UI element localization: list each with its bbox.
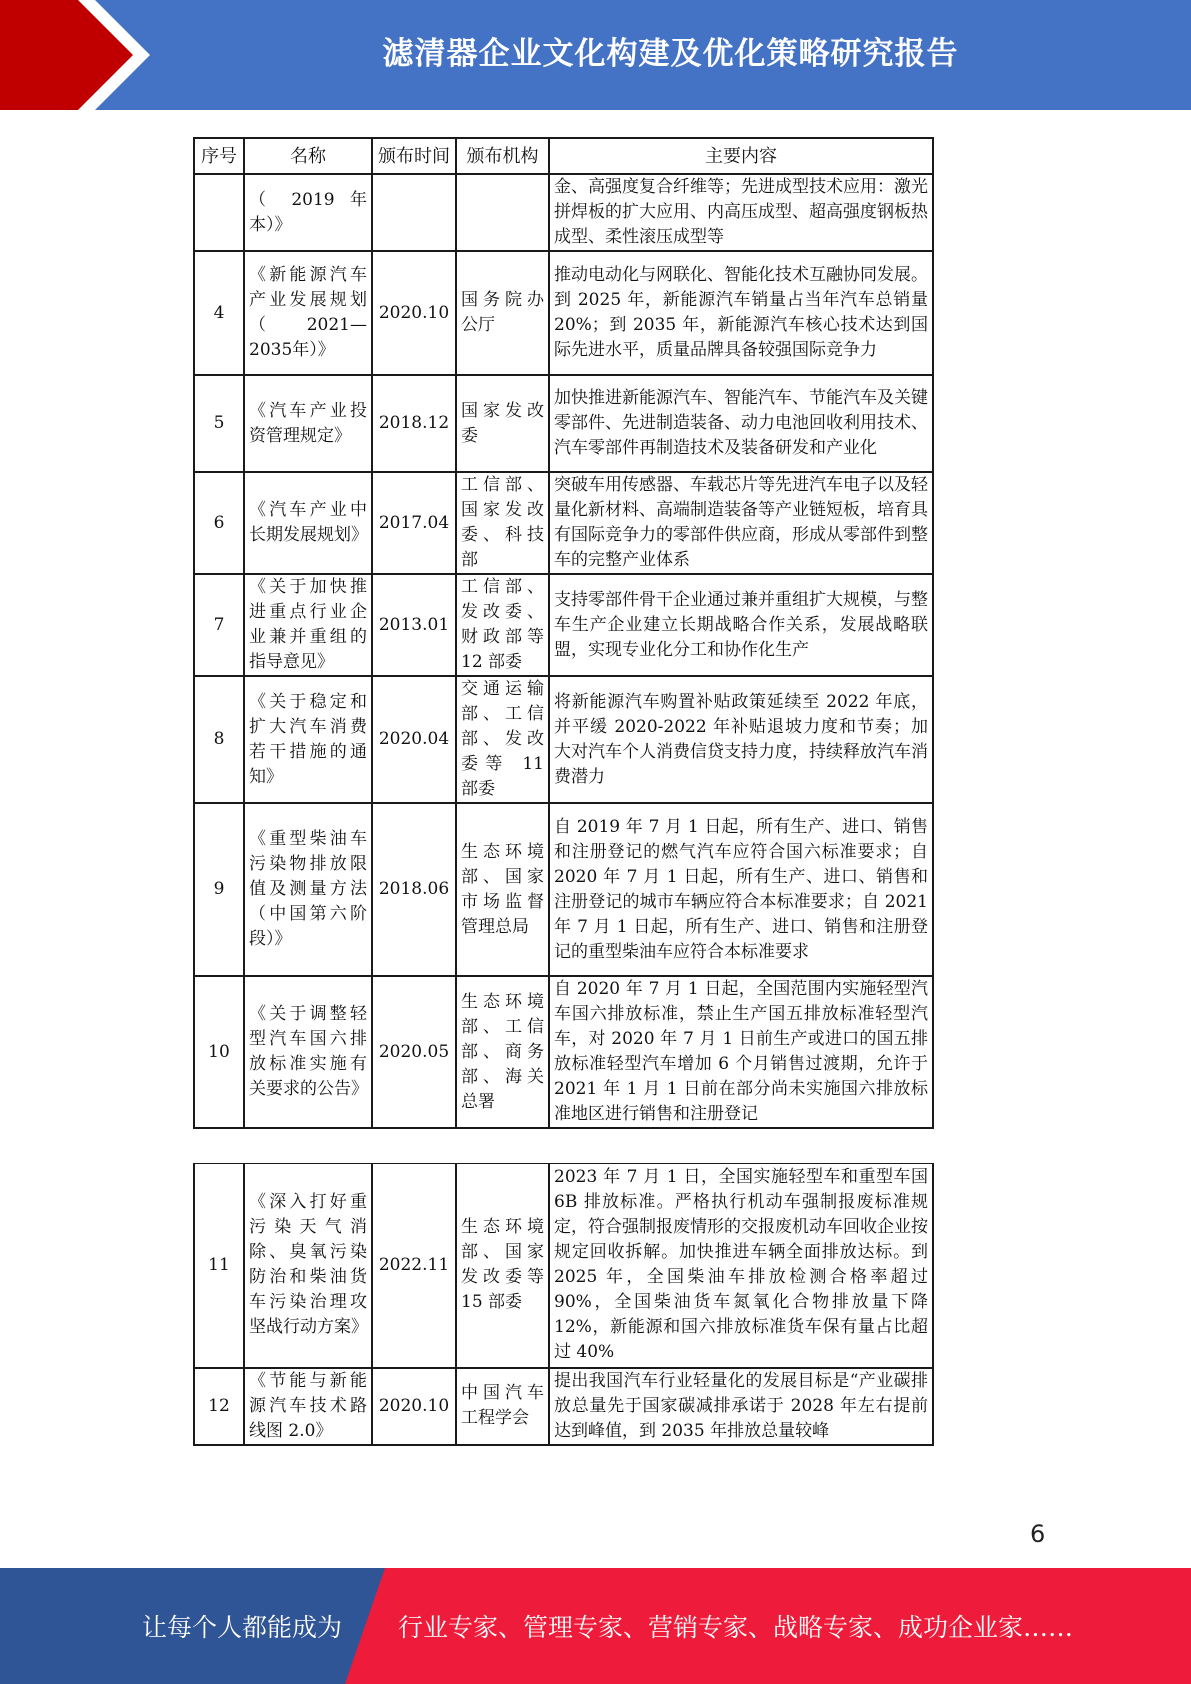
table-row (194, 174, 933, 251)
policy-name: （ 2019 年本）》 (244, 174, 372, 251)
policy-name: 《重型柴油车污染物排放限值及测量方法（中国第六阶段）》 (244, 803, 372, 976)
issue-date: 2017.04 (372, 472, 456, 574)
policy-name: 《新能源汽车产业发展规划（2021—2035年）》 (244, 251, 372, 375)
policy-content: 提出我国汽车行业轻量化的发展目标是“产业碳排放总量先于国家碳减排承诺于 2028 年左右提前达到峰值，到 2035 年排放总量较峰 (549, 1368, 933, 1445)
policy-content: 自 2019 年 7 月 1 日起，所有生产、进口、销售和注册登记的燃气汽车应符合国六标准要求；自 2020 年 7 月 1 日起，所有生产、进口、销售和注册登记的城市车辆应符合本标准要求；自 2021 年 7 月 1 日起，所有生产、进口、销售和注册登记的重型柴油车应符合本标准要求 (549, 803, 933, 976)
column-header: 主要内容 (549, 138, 933, 174)
policy-content: 自 2020 年 7 月 1 日起，全国范围内实施轻型汽车国六排放标准，禁止生产国五排放标准轻型汽车，对 2020 年 7 月 1 日前生产或进口的国五排放标准轻型汽车增加 6 个月销售过渡期，允许于 2021 年 1 月 1 日前在部分尚未实施国六排放标准地区进行销售和注册登记 (549, 976, 933, 1128)
footer-slogan-right: 行业专家、管理专家、营销专家、战略专家、成功企业家…… (398, 1613, 1074, 1642)
row-number: 4 (194, 251, 244, 375)
issue-date: 2020.10 (372, 251, 456, 375)
issuing-body: 交通运输部、工信部、发改委等 11 部委 (456, 676, 549, 803)
row-number: 5 (194, 375, 244, 472)
policy-name: 《汽车产业中长期发展规划》 (244, 472, 372, 574)
policy-content: 突破车用传感器、车载芯片等先进汽车电子以及轻量化新材料、高端制造装备等产业链短板，培育具有国际竞争力的零部件供应商，形成从零部件到整车的完整产业体系 (549, 472, 933, 574)
row-number: 8 (194, 676, 244, 803)
row-number: 7 (194, 574, 244, 676)
issue-date: 2018.12 (372, 375, 456, 472)
policy-name: 《关于调整轻型汽车国六排放标准实施有关要求的公告》 (244, 976, 372, 1128)
table-row (194, 1368, 933, 1445)
policy-name: 《汽车产业投资管理规定》 (244, 375, 372, 472)
table-row (194, 574, 933, 676)
table-row (194, 375, 933, 472)
policy-content: 加快推进新能源汽车、智能汽车、节能汽车及关键零部件、先进制造装备、动力电池回收利用技术、汽车零部件再制造技术及装备研发和产业化 (549, 375, 933, 472)
issuing-body: 生态环境部、国家发改委等 15 部委 (456, 1164, 549, 1368)
issue-date (372, 174, 456, 251)
column-header: 序号 (194, 138, 244, 174)
policy-content: 推动电动化与网联化、智能化技术互融协同发展。到 2025 年，新能源汽车销量占当年汽车总销量 20%；到 2035 年，新能源汽车核心技术达到国际先进水平，质量品牌具备较强国际竞争力 (549, 251, 933, 375)
issue-date: 2022.11 (372, 1164, 456, 1368)
issuing-body: 工信部、发改委、财政部等 12 部委 (456, 574, 549, 676)
policy-name: 《关于稳定和扩大汽车消费若干措施的通知》 (244, 676, 372, 803)
row-number: 10 (194, 976, 244, 1128)
row-number (194, 174, 244, 251)
table-row (194, 803, 933, 976)
issuing-body: 生态环境部、工信部、商务部、海关总署 (456, 976, 549, 1128)
issue-date: 2020.04 (372, 676, 456, 803)
issue-date: 2018.06 (372, 803, 456, 976)
table-row (194, 472, 933, 574)
issuing-body: 国家发改委 (456, 375, 549, 472)
policy-name: 《关于加快推进重点行业企业兼并重组的指导意见》 (244, 574, 372, 676)
row-number: 11 (194, 1164, 244, 1368)
policy-name: 《节能与新能源汽车技术路线图 2.0》 (244, 1368, 372, 1445)
policy-content: 金、高强度复合纤维等；先进成型技术应用：激光拼焊板的扩大应用、内高压成型、超高强度钢板热成型、柔性滚压成型等 (549, 174, 933, 251)
table-row (194, 251, 933, 375)
table-row (194, 976, 933, 1128)
page-number: 6 (1030, 1520, 1046, 1548)
issuing-body: 中国汽车工程学会 (456, 1368, 549, 1445)
row-number: 6 (194, 472, 244, 574)
row-number: 9 (194, 803, 244, 976)
policy-content: 将新能源汽车购置补贴政策延续至 2022 年底，并平缓 2020-2022 年补贴退坡力度和节奏；加大对汽车个人消费信贷支持力度，持续释放汽车消费潜力 (549, 676, 933, 803)
document-title: 滤清器企业文化构建及优化策略研究报告 (382, 35, 959, 72)
header-arrow-decoration (0, 0, 150, 110)
policy-content: 支持零部件骨干企业通过兼并重组扩大规模，与整车生产企业建立长期战略合作关系，发展战略联盟，实现专业化分工和协作化生产 (549, 574, 933, 676)
issuing-body: 国务院办公厅 (456, 251, 549, 375)
issuing-body: 生态环境部、国家市场监督管理总局 (456, 803, 549, 976)
table-row (194, 1164, 933, 1368)
issue-date: 2020.10 (372, 1368, 456, 1445)
column-header: 名称 (244, 138, 372, 174)
issue-date: 2020.05 (372, 976, 456, 1128)
row-number: 12 (194, 1368, 244, 1445)
column-header: 颁布机构 (456, 138, 549, 174)
issuing-body: 工信部、国家发改委、科技部 (456, 472, 549, 574)
table-header-row (194, 138, 933, 174)
footer-slogan-left: 让每个人都能成为 (142, 1613, 343, 1642)
issuing-body (456, 174, 549, 251)
policy-table-continued (193, 1163, 934, 1446)
footer-bar (0, 1568, 1191, 1684)
policy-content: 2023 年 7 月 1 日，全国实施轻型车和重型车国 6B 排放标准。严格执行机动车强制报废标准规定，符合强制报废情形的交报废机动车回收企业按规定回收拆解。加快推进车辆全面排放达标。到 2025 年，全国柴油车排放检测合格率超过 90%，全国柴油货车氮氧化合物排放量下降 12%，新能源和国六排放标准货车保有量占比超过 40% (549, 1164, 933, 1368)
policy-name: 《深入打好重污染天气消除、臭氧污染防治和柴油货车污染治理攻坚战行动方案》 (244, 1164, 372, 1368)
header-bar (0, 0, 1191, 110)
table-row (194, 676, 933, 803)
issue-date: 2013.01 (372, 574, 456, 676)
column-header: 颁布时间 (372, 138, 456, 174)
policy-table (193, 137, 934, 1129)
